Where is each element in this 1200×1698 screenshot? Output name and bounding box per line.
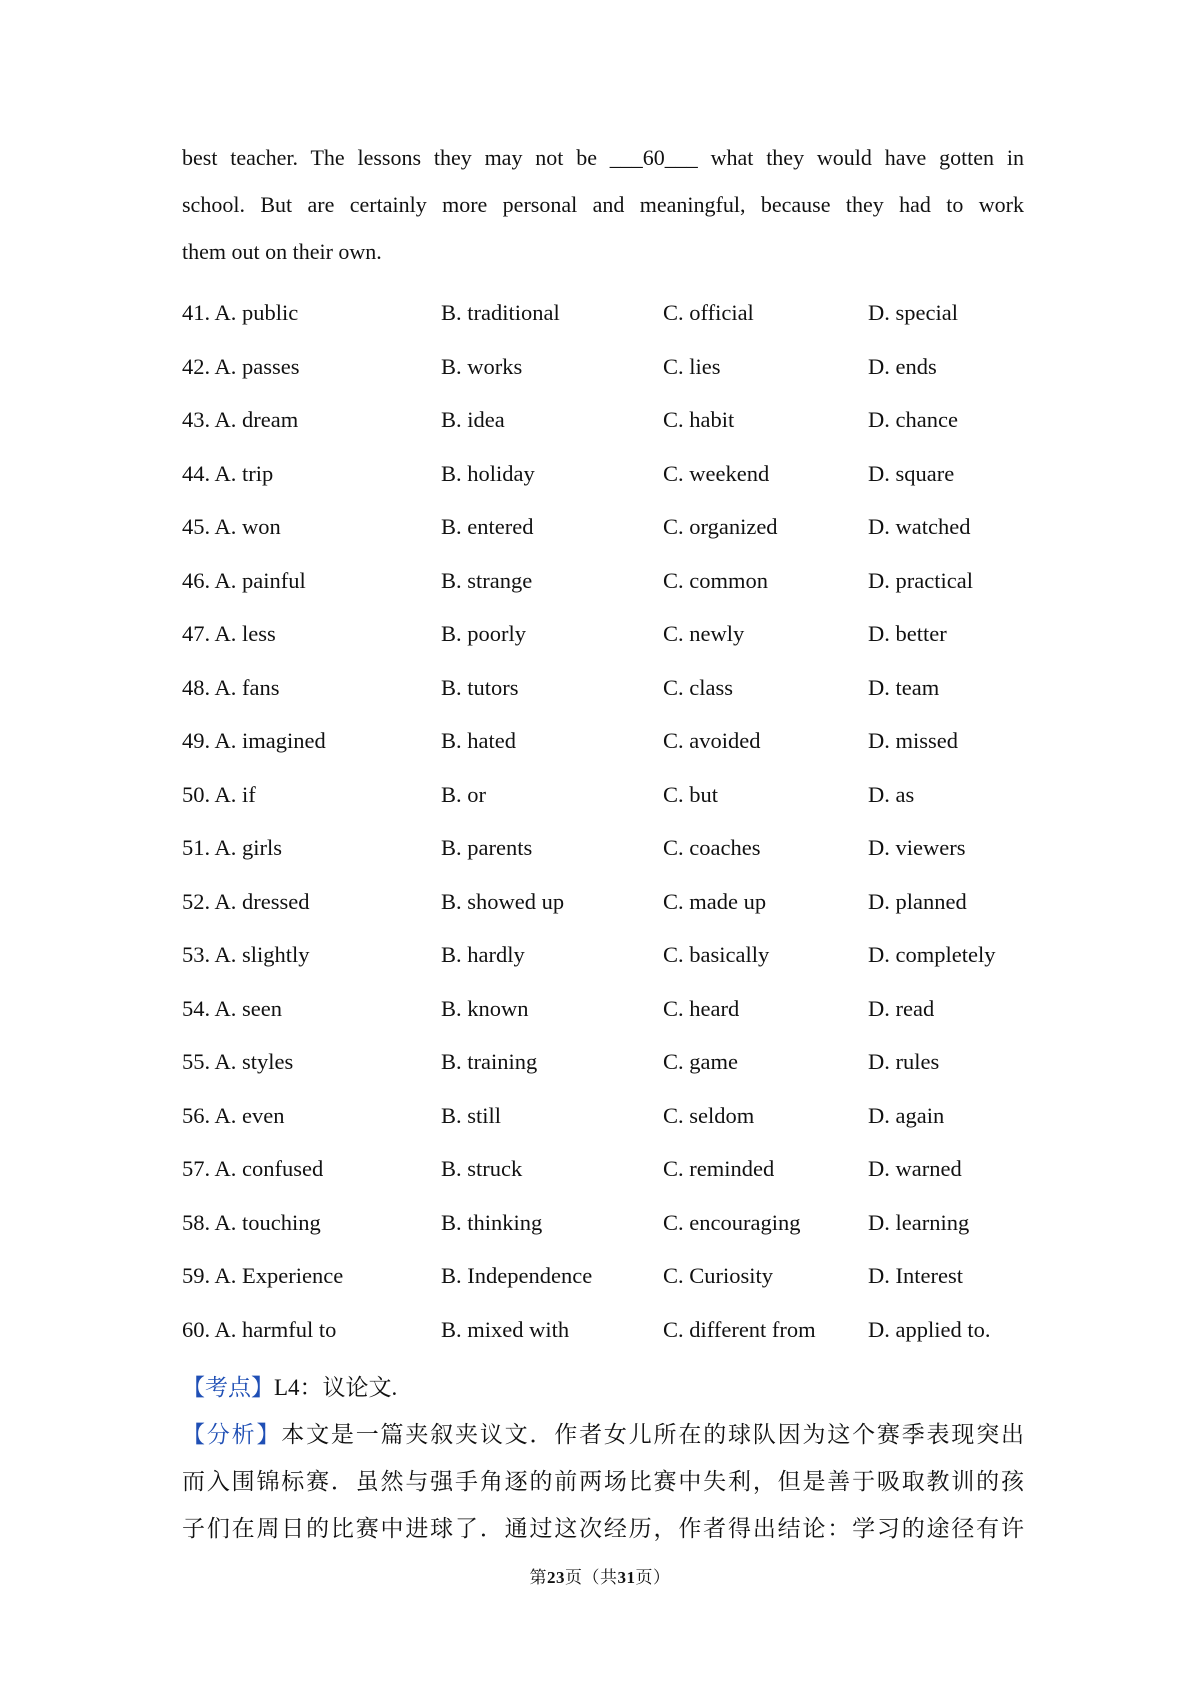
- question-row: [182, 718, 1042, 772]
- question-row: [182, 825, 1042, 879]
- option-d: D. viewers: [868, 835, 966, 860]
- option-c: C. habit: [663, 407, 735, 432]
- option-a: [182, 354, 300, 380]
- option-a: [182, 782, 256, 808]
- question-number: 42.: [182, 353, 211, 379]
- option-a: [182, 568, 306, 594]
- option-b: B. hardly: [441, 942, 525, 967]
- option-d: D. planned: [868, 888, 967, 914]
- fenxi-line-1: [182, 1411, 1024, 1458]
- option-c: C. organized: [663, 514, 778, 539]
- question-number: 49.: [182, 728, 211, 753]
- question-row: [182, 932, 1042, 986]
- option-a: [182, 728, 326, 754]
- option-c: C. weekend: [663, 460, 770, 486]
- question-number: 56.: [182, 1102, 211, 1128]
- option-a-text: A. painful: [214, 567, 306, 593]
- option-d: D. practical: [868, 567, 973, 593]
- option-c: C. Curiosity: [663, 1263, 774, 1288]
- option-d: D. chance: [868, 407, 958, 432]
- option-a: [182, 461, 273, 487]
- question-number: 41.: [182, 300, 211, 325]
- passage-line-2: school. But are certainly more personal and meaningful, because they had to work: [182, 192, 1024, 217]
- option-b: B. parents: [441, 835, 533, 860]
- question-number: 59.: [182, 1263, 211, 1288]
- option-d: D. completely: [868, 942, 996, 967]
- option-a-text: A. slightly: [214, 942, 310, 967]
- option-a-text: A. dressed: [214, 888, 310, 914]
- option-a-text: A. imagined: [214, 728, 326, 753]
- option-d: D. square: [868, 460, 955, 486]
- question-row: [182, 1307, 1042, 1361]
- option-b: B. strange: [441, 567, 533, 593]
- option-b: B. entered: [441, 514, 534, 539]
- question-number: 50.: [182, 781, 211, 807]
- question-row: [182, 1146, 1042, 1200]
- option-c: C. basically: [663, 942, 770, 967]
- question-row: [182, 772, 1042, 826]
- option-b: B. hated: [441, 728, 516, 753]
- option-a-text: A. passes: [214, 353, 300, 379]
- option-a: [182, 514, 281, 540]
- question-row: [182, 558, 1042, 612]
- option-c: C. coaches: [663, 835, 761, 860]
- option-b: B. tutors: [441, 674, 519, 700]
- kaodian-line: [182, 1364, 1024, 1411]
- question-number: 51.: [182, 835, 211, 860]
- question-row: [182, 1093, 1042, 1147]
- question-row: [182, 451, 1042, 505]
- question-number: 44.: [182, 460, 211, 486]
- option-d: D. team: [868, 674, 940, 700]
- option-c: C. encouraging: [663, 1209, 801, 1235]
- option-a-text: A. Experience: [214, 1263, 344, 1288]
- option-d: D. rules: [868, 1049, 940, 1074]
- footer-prefix: 第: [529, 1568, 547, 1587]
- option-a-text: A. seen: [214, 995, 282, 1021]
- option-d: D. special: [868, 300, 958, 325]
- option-a: [182, 1103, 285, 1129]
- question-number: 47.: [182, 621, 211, 646]
- footer-total-pages: 31: [617, 1568, 636, 1587]
- option-a-text: A. less: [214, 621, 276, 646]
- option-c: C. but: [663, 781, 719, 807]
- question-row: [182, 344, 1042, 398]
- option-b: B. or: [441, 781, 486, 807]
- question-number: 60.: [182, 1316, 211, 1342]
- option-d: D. better: [868, 621, 947, 646]
- question-row: [182, 1039, 1042, 1093]
- option-a: [182, 1210, 321, 1236]
- option-a: [182, 1156, 323, 1182]
- question-row: [182, 879, 1042, 933]
- option-b: B. still: [441, 1102, 502, 1128]
- option-d: D. watched: [868, 514, 971, 539]
- option-b: B. traditional: [441, 300, 560, 325]
- option-c: C. heard: [663, 995, 740, 1021]
- answer-options: [182, 290, 1042, 1360]
- option-a: [182, 1317, 336, 1343]
- option-d: D. warned: [868, 1156, 962, 1181]
- option-c: C. class: [663, 674, 733, 700]
- option-a-text: A. fans: [214, 674, 280, 700]
- option-a-text: A. trip: [214, 460, 274, 486]
- fenxi-tag: 【分析】: [182, 1422, 282, 1447]
- question-number: 45.: [182, 514, 211, 539]
- option-d: D. Interest: [868, 1263, 963, 1288]
- question-number: 46.: [182, 567, 211, 593]
- question-row: [182, 397, 1042, 451]
- option-b: B. mixed with: [441, 1316, 570, 1342]
- option-a: [182, 1263, 343, 1289]
- option-b: B. Independence: [441, 1263, 593, 1288]
- passage-line-3: them out on their own.: [182, 239, 382, 264]
- option-b: B. training: [441, 1049, 538, 1074]
- option-c: C. seldom: [663, 1102, 755, 1128]
- option-b: B. known: [441, 995, 529, 1021]
- kaodian-text: L4：议论文.: [274, 1375, 398, 1400]
- option-a-text: A. even: [214, 1102, 285, 1128]
- option-a: [182, 675, 280, 701]
- option-c: C. game: [663, 1049, 738, 1074]
- option-c: C. reminded: [663, 1156, 775, 1181]
- fenxi-text-1: 本文是一篇夹叙夹议文．作者女儿所在的球队因为这个赛季表现突出: [281, 1422, 1025, 1447]
- option-b: B. thinking: [441, 1209, 543, 1235]
- question-row: [182, 665, 1042, 719]
- option-c: C. different from: [663, 1316, 816, 1342]
- option-c: C. lies: [663, 353, 721, 379]
- option-a-text: A. won: [214, 514, 281, 539]
- footer-middle: 页（共: [565, 1568, 618, 1587]
- option-d: D. missed: [868, 728, 958, 753]
- option-a: [182, 942, 310, 968]
- question-number: 48.: [182, 674, 211, 700]
- option-a-text: A. touching: [214, 1209, 321, 1235]
- question-number: 54.: [182, 995, 211, 1021]
- option-c: C. avoided: [663, 728, 761, 753]
- option-c: C. newly: [663, 621, 745, 646]
- option-a-text: A. girls: [214, 835, 283, 860]
- option-c: C. common: [663, 567, 768, 593]
- question-row: [182, 986, 1042, 1040]
- option-a: [182, 407, 298, 433]
- option-a-text: A. if: [214, 781, 256, 807]
- option-a-text: A. confused: [214, 1156, 324, 1181]
- question-row: [182, 1253, 1042, 1307]
- option-d: D. ends: [868, 353, 937, 379]
- fenxi-line-3: 子们在周日的比赛中进球了．通过这次经历，作者得出结论：学习的途径有许: [182, 1516, 1024, 1541]
- option-b: B. holiday: [441, 460, 535, 486]
- option-a-text: A. styles: [214, 1049, 294, 1074]
- question-row: [182, 1200, 1042, 1254]
- passage-line-1: best teacher. The lessons they may not be ___60___ what they would have gotten in: [182, 145, 1024, 170]
- option-b: B. showed up: [441, 888, 565, 914]
- question-number: 53.: [182, 942, 211, 967]
- option-b: B. idea: [441, 407, 505, 432]
- option-a: [182, 300, 298, 326]
- page-footer: [0, 1563, 1200, 1588]
- option-c: C. official: [663, 300, 754, 325]
- question-number: 52.: [182, 888, 211, 914]
- option-d: D. learning: [868, 1209, 970, 1235]
- option-a: [182, 1049, 293, 1075]
- option-c: C. made up: [663, 888, 767, 914]
- question-number: 43.: [182, 407, 211, 432]
- option-b: B. struck: [441, 1156, 523, 1181]
- option-a: [182, 996, 282, 1022]
- question-row: [182, 504, 1042, 558]
- question-number: 55.: [182, 1049, 211, 1074]
- question-row: [182, 290, 1042, 344]
- fenxi-line-2: 而入围锦标赛．虽然与强手角逐的前两场比赛中失利，但是善于吸取教训的孩: [182, 1469, 1024, 1494]
- passage-end: [182, 134, 1024, 275]
- analysis-section: [182, 1364, 1024, 1552]
- option-a-text: A. public: [214, 300, 299, 325]
- option-d: D. again: [868, 1102, 945, 1128]
- option-b: B. poorly: [441, 621, 527, 646]
- option-d: D. as: [868, 781, 915, 807]
- footer-page-number: 23: [547, 1568, 565, 1587]
- option-a: [182, 835, 282, 861]
- question-number: 58.: [182, 1209, 211, 1235]
- option-a: [182, 889, 310, 915]
- question-number: 57.: [182, 1156, 211, 1181]
- option-d: D. read: [868, 995, 935, 1021]
- footer-suffix: 页）: [635, 1568, 671, 1587]
- option-b: B. works: [441, 353, 523, 379]
- option-a: [182, 621, 276, 647]
- question-row: [182, 611, 1042, 665]
- option-d: D. applied to.: [868, 1316, 991, 1342]
- option-a-text: A. dream: [214, 407, 299, 432]
- kaodian-tag: 【考点】: [182, 1375, 274, 1400]
- option-a-text: A. harmful to: [214, 1316, 337, 1342]
